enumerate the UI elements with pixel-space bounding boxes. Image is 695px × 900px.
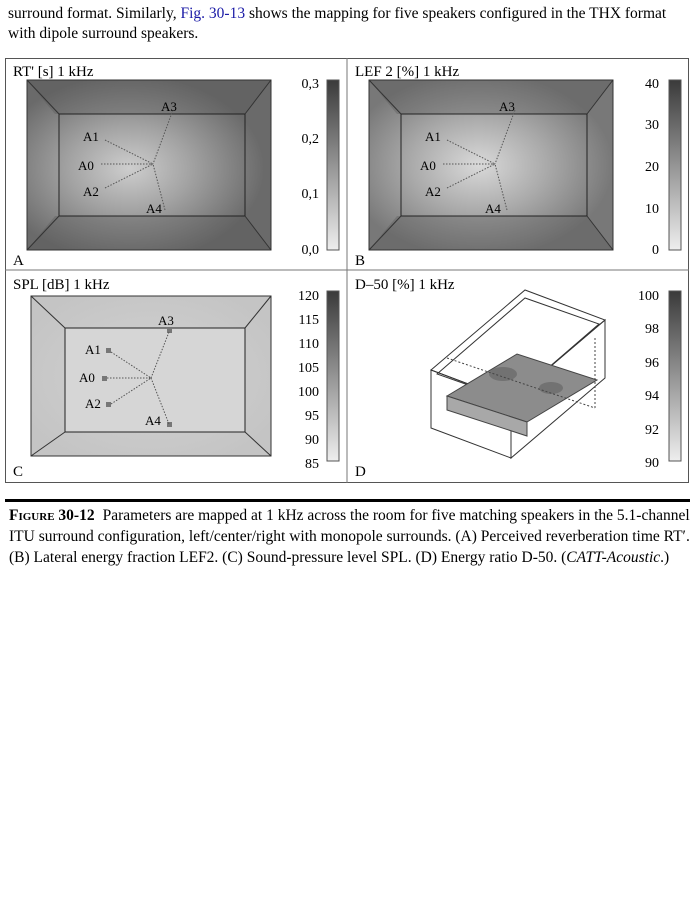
- panel-c-color-scale: [327, 291, 339, 461]
- caption-rule: [5, 499, 690, 502]
- panel-b-tick-0: 40: [645, 77, 659, 92]
- panel-c-tick-0: 120: [298, 289, 319, 304]
- caption-end: .): [660, 549, 670, 566]
- speaker-c4: A4: [145, 413, 161, 428]
- caption-text: Parameters are mapped at 1 kHz across the room for five matching speakers in the 5.1-channel ITU surround configuration, left/center/right with monopole surrounds. (A) Perceived reverberation time RT′. (B) Lateral energy fraction LEF2. (C) Sound-pressure level SPL. (D) Energy ratio D-50. (: [9, 507, 690, 566]
- speaker-c0: A0: [79, 370, 95, 385]
- panel-b-tick-2: 20: [645, 160, 659, 175]
- speaker-a4: A4: [146, 201, 162, 216]
- panel-a-title: RT' [s] 1 kHz: [13, 64, 94, 80]
- speaker-a2: A2: [83, 184, 99, 199]
- speaker-a1: A1: [83, 129, 99, 144]
- speaker-b3: A3: [499, 99, 515, 114]
- intro-paragraph: [8, 4, 692, 44]
- panel-c: [13, 277, 339, 480]
- panel-b-color-scale: [669, 80, 681, 250]
- figure-caption: [9, 505, 691, 568]
- panel-d: [355, 277, 681, 480]
- panel-c-tick-4: 100: [298, 385, 319, 400]
- panel-a-tick-2: 0,1: [301, 187, 319, 202]
- speaker-c3: A3: [158, 313, 174, 328]
- panel-c-tick-5: 95: [305, 409, 319, 424]
- speaker-a0: A0: [78, 158, 94, 173]
- panel-b-tick-1: 30: [645, 118, 659, 133]
- panel-a-letter: A: [13, 253, 24, 269]
- speaker-c2: A2: [85, 396, 101, 411]
- panel-d-tick-0: 100: [638, 289, 659, 304]
- speaker-c1: A1: [85, 342, 101, 357]
- panel-d-tick-4: 92: [645, 423, 659, 438]
- panel-d-tick-2: 96: [645, 356, 659, 371]
- speaker-b0: A0: [420, 158, 436, 173]
- panel-b-tick-3: 10: [645, 202, 659, 217]
- panel-c-tick-7: 85: [305, 457, 319, 472]
- panel-d-letter: D: [355, 464, 366, 480]
- panel-b-title: LEF 2 [%] 1 kHz: [355, 64, 460, 80]
- panel-c-tick-6: 90: [305, 433, 319, 448]
- figure-30-12: [5, 58, 689, 483]
- caption-label: Figure 30-12: [9, 507, 95, 524]
- intro-text-before: surround format. Similarly,: [8, 5, 181, 22]
- panel-c-tick-2: 110: [298, 337, 319, 352]
- figure-link[interactable]: Fig. 30-13: [180, 5, 246, 22]
- panel-c-tick-3: 105: [298, 361, 319, 376]
- panel-a-color-scale: [327, 80, 339, 250]
- panel-c-title: SPL [dB] 1 kHz: [13, 277, 110, 293]
- panel-d-color-scale: [669, 291, 681, 461]
- panel-d-title: D–50 [%] 1 kHz: [355, 277, 455, 293]
- panel-b-letter: B: [355, 253, 366, 269]
- panel-b: [355, 64, 681, 269]
- speaker-a3: A3: [161, 99, 177, 114]
- panel-d-tick-1: 98: [645, 322, 659, 337]
- intro-text-after: shows the mapping for five speakers configured in the THX format with dipole surround speakers.: [8, 5, 667, 42]
- panel-a-tick-3: 0,0: [301, 243, 319, 258]
- speaker-b2: A2: [425, 184, 441, 199]
- speaker-b1: A1: [425, 129, 441, 144]
- panel-a-tick-0: 0,3: [301, 77, 319, 92]
- panel-a: [13, 64, 339, 269]
- figure-panels: [5, 58, 689, 483]
- panel-d-tick-5: 90: [645, 456, 659, 471]
- panel-a-tick-1: 0,2: [301, 132, 319, 147]
- panel-c-tick-1: 115: [298, 313, 319, 328]
- speaker-b4: A4: [485, 201, 501, 216]
- panel-c-letter: C: [13, 464, 24, 480]
- panel-d-tick-3: 94: [645, 389, 659, 404]
- caption-source: CATT-Acoustic: [566, 549, 661, 566]
- panel-b-tick-4: 0: [652, 243, 659, 258]
